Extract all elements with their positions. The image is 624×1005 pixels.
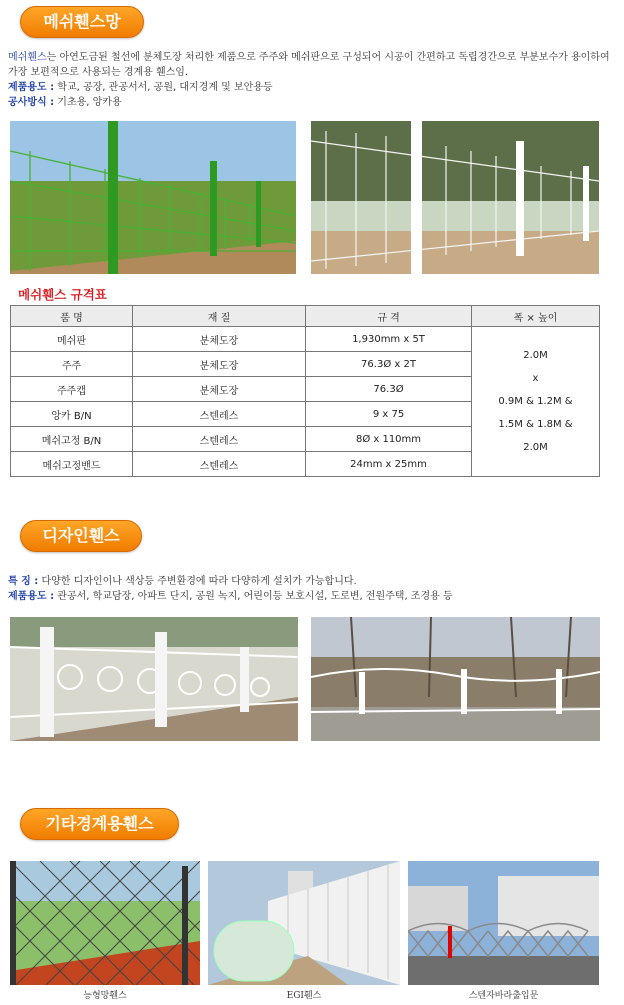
ornamental-fence-photo-2 <box>311 617 600 741</box>
table-cell: 앙카 B/N <box>11 402 133 427</box>
spec-table-title: 메쉬휀스 규격표 <box>18 287 107 302</box>
size-cell <box>472 327 600 477</box>
mesh-fence-description <box>8 50 614 110</box>
size-line: 0.9M & 1.2M & <box>498 396 573 407</box>
egi-fence-photo <box>208 861 400 985</box>
method-label: 공사방식 : <box>8 97 55 108</box>
column-header: 규 격 <box>306 306 472 327</box>
section-title-mesh-fence: 메쉬휀스망 <box>20 6 144 38</box>
size-line: 2.0M <box>523 350 548 361</box>
mesh-fence-intro: 는 아연도금된 철선에 분체도장 처리한 제품으로 주주와 메쉬판으로 구성되어 시공이 간편하고 독립경간으로 부분보수가 용이하여 가장 보편적으로 사용되는 경계용 휀스임. <box>8 52 610 78</box>
table-cell: 주주 <box>11 352 133 377</box>
design-usage-label: 제품용도 : <box>8 591 55 602</box>
table-cell: 24mm x 25mm <box>306 452 472 477</box>
table-cell: 분체도장 <box>133 377 306 402</box>
caption-chain-link-fence: 능형망휀스 <box>83 991 127 1001</box>
design-usage-text: 관공서, 학교담장, 아파트 단지, 공원 녹지, 어린이등 보호시설, 도로변, 전원주택, 조경용 등 <box>54 591 453 602</box>
table-cell: 8Ø x 110mm <box>306 427 472 452</box>
table-cell: 분체도장 <box>133 352 306 377</box>
table-cell: 1,930mm x 5T <box>306 327 472 352</box>
size-line: 2.0M <box>523 442 548 453</box>
section-title-design-fence: 디자인휀스 <box>20 520 142 552</box>
green-mesh-fence-photo <box>10 121 296 274</box>
stainless-gate-photo <box>408 861 599 985</box>
table-cell: 스텐레스 <box>133 452 306 477</box>
table-cell: 주주캡 <box>11 377 133 402</box>
usage-text: 학교, 공장, 관공서서, 공원, 대지경계 및 보안용등 <box>54 82 273 93</box>
table-cell: 메쉬판 <box>11 327 133 352</box>
size-line: 1.5M & 1.8M & <box>498 419 573 430</box>
spec-table-header <box>11 306 600 327</box>
design-fence-description <box>8 574 614 604</box>
feature-label: 특 징 : <box>8 576 39 587</box>
table-cell: 76.3Ø x 2T <box>306 352 472 377</box>
caption-stainless-gate: 스텐자바라출입문 <box>468 991 539 1001</box>
chain-link-fence-photo <box>10 861 200 985</box>
table-cell: 9 x 75 <box>306 402 472 427</box>
table-cell: 분체도장 <box>133 327 306 352</box>
table-cell: 메쉬고정 B/N <box>11 427 133 452</box>
table-cell: 스텐레스 <box>133 402 306 427</box>
feature-text: 다양한 디자인이나 색상등 주변환경에 따라 다양하게 설치가 가능합니다. <box>38 576 357 587</box>
size-line: x <box>532 373 539 384</box>
column-header: 재 질 <box>133 306 306 327</box>
table-row <box>11 327 600 352</box>
section-title-other-fence: 기타경계용휀스 <box>20 808 179 840</box>
ornamental-fence-photo-1 <box>10 617 298 741</box>
usage-label: 제품용도 : <box>8 82 55 93</box>
white-mesh-fence-photo <box>311 121 599 274</box>
mesh-fence-name: 메쉬휀스 <box>8 52 47 63</box>
column-header: 폭 × 높이 <box>472 306 600 327</box>
caption-egi-fence: EGI휀스 <box>286 991 322 1001</box>
spec-table <box>10 305 600 477</box>
table-cell: 메쉬고정밴드 <box>11 452 133 477</box>
method-text: 기초용, 앙카용 <box>54 97 122 108</box>
table-cell: 스텐레스 <box>133 427 306 452</box>
column-header: 품 명 <box>11 306 133 327</box>
table-cell: 76.3Ø <box>306 377 472 402</box>
